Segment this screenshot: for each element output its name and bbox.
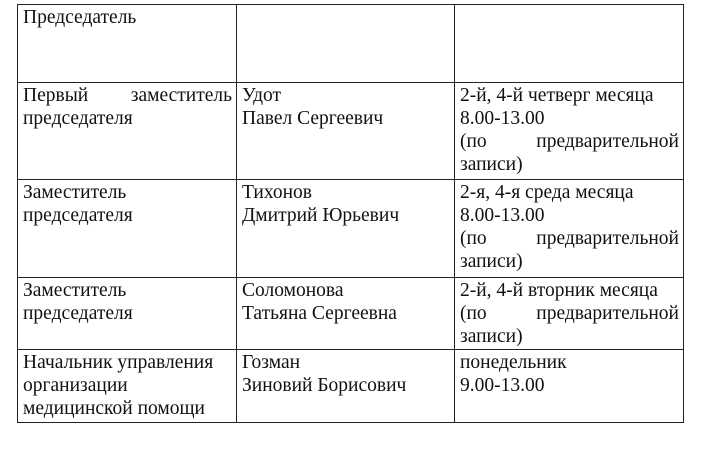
name-cell bbox=[237, 5, 455, 83]
surname: Гозман bbox=[242, 352, 301, 373]
position-line: Начальник управления bbox=[23, 352, 214, 373]
schedule-cell bbox=[455, 83, 684, 180]
reception-schedule-table bbox=[17, 4, 684, 423]
table-row bbox=[18, 83, 684, 180]
schedule-days: 2-й, 4-й четверг месяца bbox=[460, 85, 654, 106]
schedule-note: (по предварительной bbox=[460, 303, 679, 324]
table-row bbox=[18, 180, 684, 278]
position-line: Заместитель bbox=[23, 280, 127, 301]
schedule-note: (по предварительной bbox=[460, 228, 679, 249]
schedule-note: записи) bbox=[460, 326, 523, 347]
position-cell bbox=[18, 350, 237, 423]
position-cell bbox=[18, 180, 237, 278]
position-line: председателя bbox=[23, 108, 133, 129]
given-names: Дмитрий Юрьевич bbox=[242, 205, 400, 226]
schedule-cell bbox=[455, 5, 684, 83]
schedule-cell bbox=[455, 180, 684, 278]
table-row bbox=[18, 350, 684, 423]
schedule-note: записи) bbox=[460, 154, 523, 175]
schedule-days: понедельник bbox=[460, 352, 567, 373]
table-row bbox=[18, 5, 684, 83]
position-cell bbox=[18, 278, 237, 350]
given-names: Татьяна Сергеевна bbox=[242, 303, 397, 324]
name-cell bbox=[237, 350, 455, 423]
given-names: Зиновий Борисович bbox=[242, 375, 407, 396]
table-row bbox=[18, 278, 684, 350]
position-line: председателя bbox=[23, 205, 133, 226]
schedule-note: (по предварительной bbox=[460, 131, 679, 152]
position-line: Председатель bbox=[23, 7, 137, 28]
schedule-note: записи) bbox=[460, 251, 523, 272]
position-cell bbox=[18, 83, 237, 180]
position-line: председателя bbox=[23, 303, 133, 324]
schedule-hours: 9.00-13.00 bbox=[460, 375, 545, 396]
position-line: медицинской помощи bbox=[23, 398, 205, 419]
name-cell bbox=[237, 180, 455, 278]
given-names: Павел Сергеевич bbox=[242, 108, 384, 129]
schedule-hours: 8.00-13.00 bbox=[460, 108, 545, 129]
surname: Соломонова bbox=[242, 280, 344, 301]
schedule-cell bbox=[455, 278, 684, 350]
position-line: организации bbox=[23, 375, 128, 396]
position-cell bbox=[18, 5, 237, 83]
name-cell bbox=[237, 278, 455, 350]
schedule-hours: 8.00-13.00 bbox=[460, 205, 545, 226]
name-cell bbox=[237, 83, 455, 180]
position-line: Заместитель bbox=[23, 182, 127, 203]
position-line: Первый заместитель bbox=[23, 85, 232, 106]
schedule-cell bbox=[455, 350, 684, 423]
schedule-days: 2-й, 4-й вторник месяца bbox=[460, 280, 658, 301]
surname: Удот bbox=[242, 85, 282, 106]
surname: Тихонов bbox=[242, 182, 313, 203]
schedule-days: 2-я, 4-я среда месяца bbox=[460, 182, 634, 203]
